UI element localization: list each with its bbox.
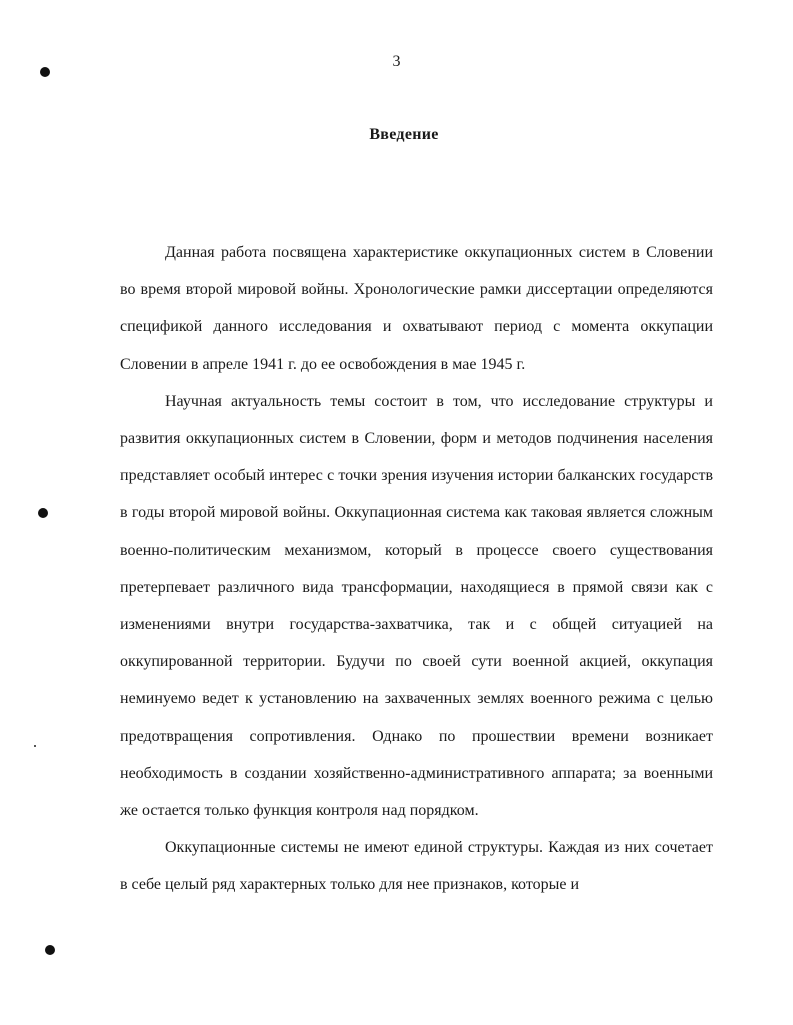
paragraph-1: Данная работа посвящена характеристике оккупационных систем в Словении во время второй мировой войны. Хронологические рамки диссертации определяются спецификой данного исследования и охватывают период с момента оккупации Словении в апреле 1941 г. до ее освобождения в мае 1945 г. [120, 244, 713, 373]
binder-hole-middle [38, 508, 48, 518]
page-title: Введение [369, 126, 439, 143]
page-number: 3 [392, 53, 401, 70]
binder-hole-bottom [45, 945, 55, 955]
body-text [120, 234, 713, 904]
paragraph-2: Научная актуальность темы состоит в том, что исследование структуры и развития оккупационных систем в Словении, форм и методов подчинения населения представляет особый интерес с точки зрения изучения истории балканских государств в годы второй мировой войны. Оккупационная система как таковая является сложным военно-политическим механизмом, который в процессе своего существования претерпевает различного вида трансформации, находящиеся в прямой связи как с изменениями внутри государства-захватчика, так и с общей ситуацией на оккупированной территории. Будучи по своей сути военной акцией, оккупация неминуемо ведет к установлению на захваченных землях военного режима с целью предотвращения сопротивления. Однако по прошествии времени возникает необходимость в создании хозяйственно-административного аппарата; за военными же остается только функция контроля над порядком. [120, 392, 713, 820]
scan-speck [34, 745, 36, 747]
paragraph-3: Оккупационные системы не имеют единой структуры. Каждая из них сочетает в себе целый ряд характерных только для нее признаков, которые и [120, 839, 713, 894]
